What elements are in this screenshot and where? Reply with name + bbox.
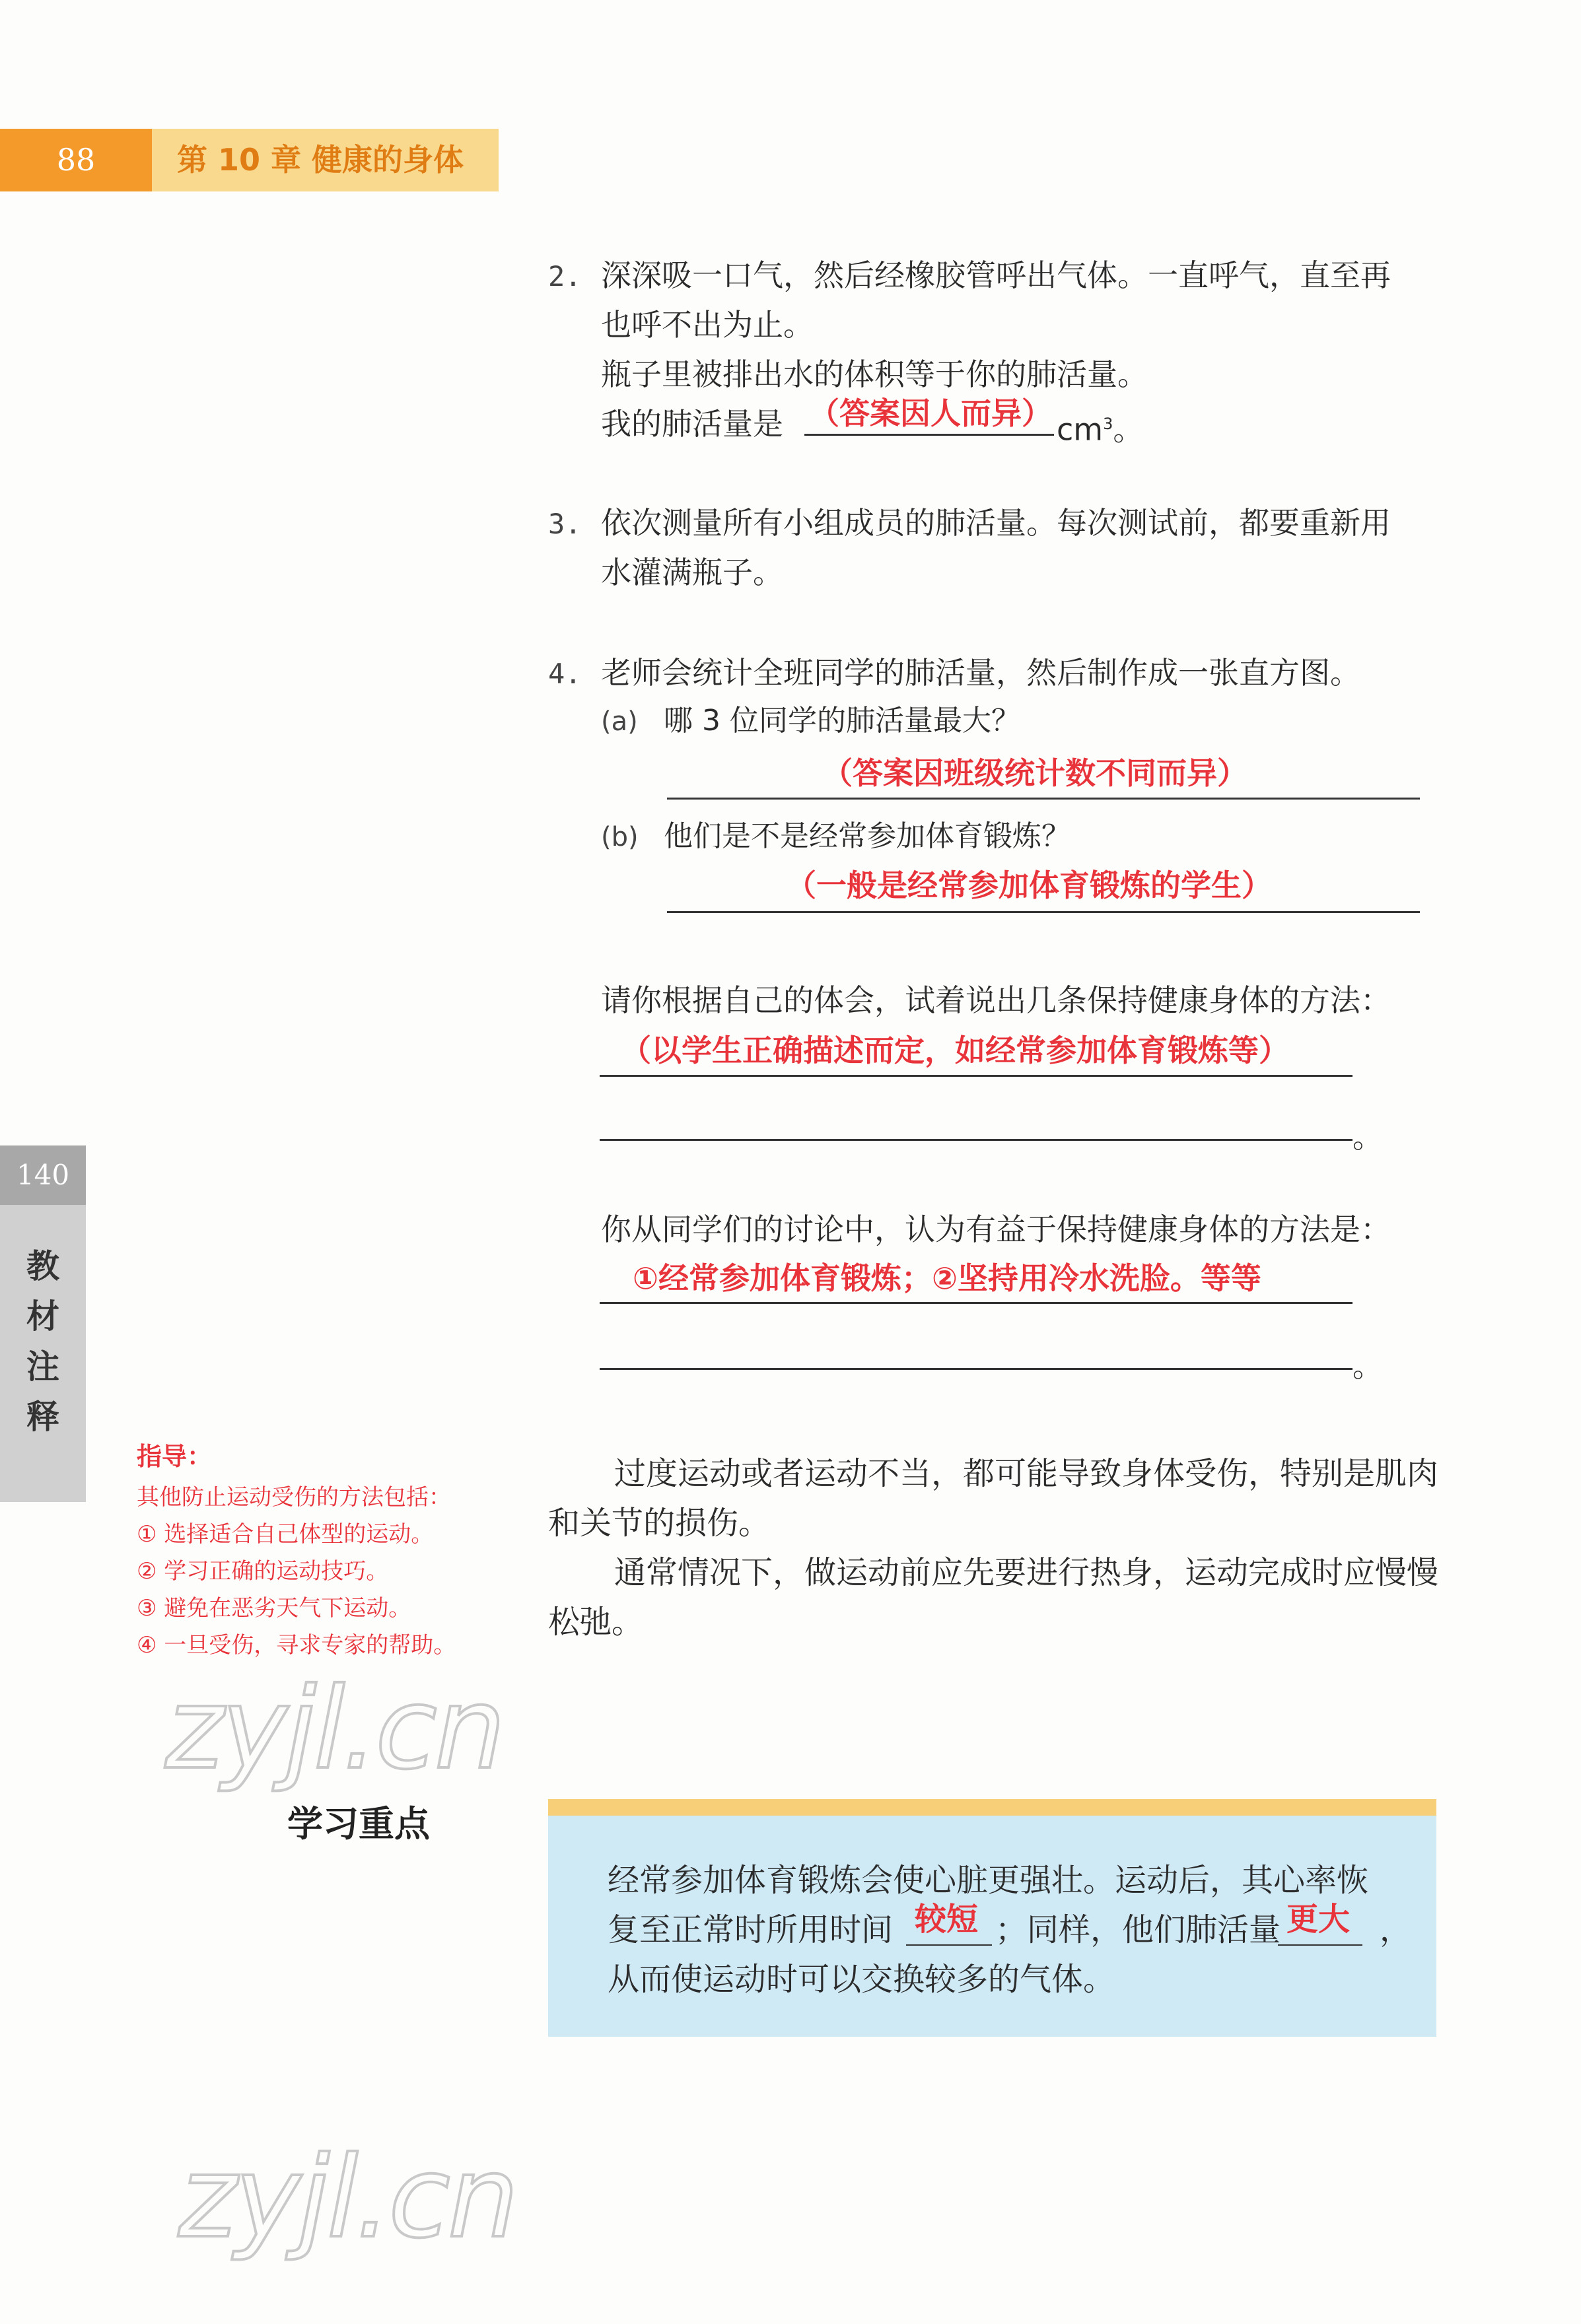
- q2-answer-line: [804, 434, 1054, 436]
- header-chapter: [152, 129, 499, 191]
- prompt2-line2: [600, 1368, 1353, 1370]
- q4-b-answer: （一般是经常参加体育锻炼的学生）: [786, 868, 1272, 903]
- watermark: zyjl.cn: [178, 2133, 516, 2263]
- paragraph-line3: 通常情况下，做运动前应先要进行热身，运动完成时应慢慢: [614, 1554, 1439, 1591]
- prompt1-end: 。: [1353, 1119, 1383, 1155]
- header-page-number: [0, 129, 152, 191]
- page-number: 88: [56, 142, 96, 178]
- guide-item: ④ 一旦受伤，寻求专家的帮助。: [137, 1632, 456, 1658]
- guide-intro: 其他防止运动受伤的方法包括：: [137, 1484, 451, 1511]
- prompt1-text: 请你根据自己的体会，试着说出几条保持健康身体的方法：: [601, 982, 1391, 1018]
- q4-b-answer-line: [667, 911, 1420, 913]
- key-points-line1: 经常参加体育锻炼会使心脏更强壮。运动后，其心率恢: [608, 1862, 1369, 1899]
- prompt2-end: 。: [1353, 1348, 1383, 1384]
- key-points-answer1-line: [906, 1944, 992, 1946]
- prompt2-line1: [600, 1302, 1353, 1304]
- key-points-answer2: 更大: [1286, 1901, 1351, 1938]
- q3-line2: 水灌满瓶子。: [601, 555, 783, 590]
- guide-title: 指导：: [137, 1442, 213, 1471]
- q2-unit: $cm^3$。: [1057, 411, 1144, 448]
- prompt2-text: 你从同学们的讨论中，认为有益于保持健康身体的方法是：: [601, 1212, 1391, 1247]
- guide-item: ③ 避免在恶劣天气下运动。: [137, 1595, 411, 1622]
- guide-item: ① 选择适合自己体型的运动。: [137, 1521, 434, 1548]
- q4-a-answer-line: [667, 798, 1420, 800]
- prompt2-answer: ①经常参加体育锻炼；②坚持用冷水洗脸。等等: [633, 1260, 1261, 1296]
- q2-line1: 2. 深深吸一口气，然后经橡胶管呼出气体。一直呼气，直至再: [548, 257, 1391, 293]
- q4-b: (b) 他们是不是经常参加体育锻炼？: [601, 819, 1071, 853]
- prompt1-line1: [600, 1075, 1353, 1077]
- paragraph-line4: 松弛。: [548, 1604, 644, 1641]
- paragraph-line1: 过度运动或者运动不当，都可能导致身体受伤，特别是肌肉: [614, 1455, 1439, 1492]
- key-points-answer1: 较短: [915, 1901, 979, 1938]
- q4-line1: 4. 老师会统计全班同学的肺活量，然后制作成一张直方图。: [548, 655, 1360, 691]
- q2-line4: 我的肺活量是: [601, 406, 783, 442]
- key-points-answer2-line: [1278, 1944, 1362, 1946]
- prompt1-answer: （以学生正确描述而定，如经常参加体育锻炼等）: [621, 1033, 1289, 1068]
- chapter-title: 第 10 章 健康的身体: [177, 142, 464, 178]
- side-page-number: 140: [0, 1145, 86, 1205]
- q2-answer: （答案因人而异）: [809, 395, 1052, 431]
- key-points-line3: 从而使运动时可以交换较多的气体。: [608, 1961, 1115, 1998]
- watermark: zyjl.cn: [165, 1664, 503, 1794]
- key-points-title: 学习重点: [287, 1802, 430, 1845]
- q4-a: (a) 哪 3 位同学的肺活量最大？: [601, 704, 1020, 737]
- q2-line3: 瓶子里被排出水的体积等于你的肺活量。: [601, 357, 1148, 392]
- q2-line2: 也呼不出为止。: [601, 307, 814, 343]
- guide-item: ② 学习正确的运动技巧。: [137, 1558, 389, 1585]
- side-label: 教 材 注 释: [26, 1247, 59, 1436]
- prompt1-line2: [600, 1139, 1353, 1141]
- key-points-stripe: [548, 1799, 1436, 1816]
- q3-line1: 3. 依次测量所有小组成员的肺活量。每次测试前，都要重新用: [548, 505, 1391, 541]
- key-points-line2: 复至正常时所用时间 ；同样，他们肺活量 ，: [608, 1911, 1412, 1948]
- paragraph-line2: 和关节的损伤。: [548, 1505, 771, 1542]
- q4-a-answer: （答案因班级统计数不同而异）: [822, 755, 1247, 791]
